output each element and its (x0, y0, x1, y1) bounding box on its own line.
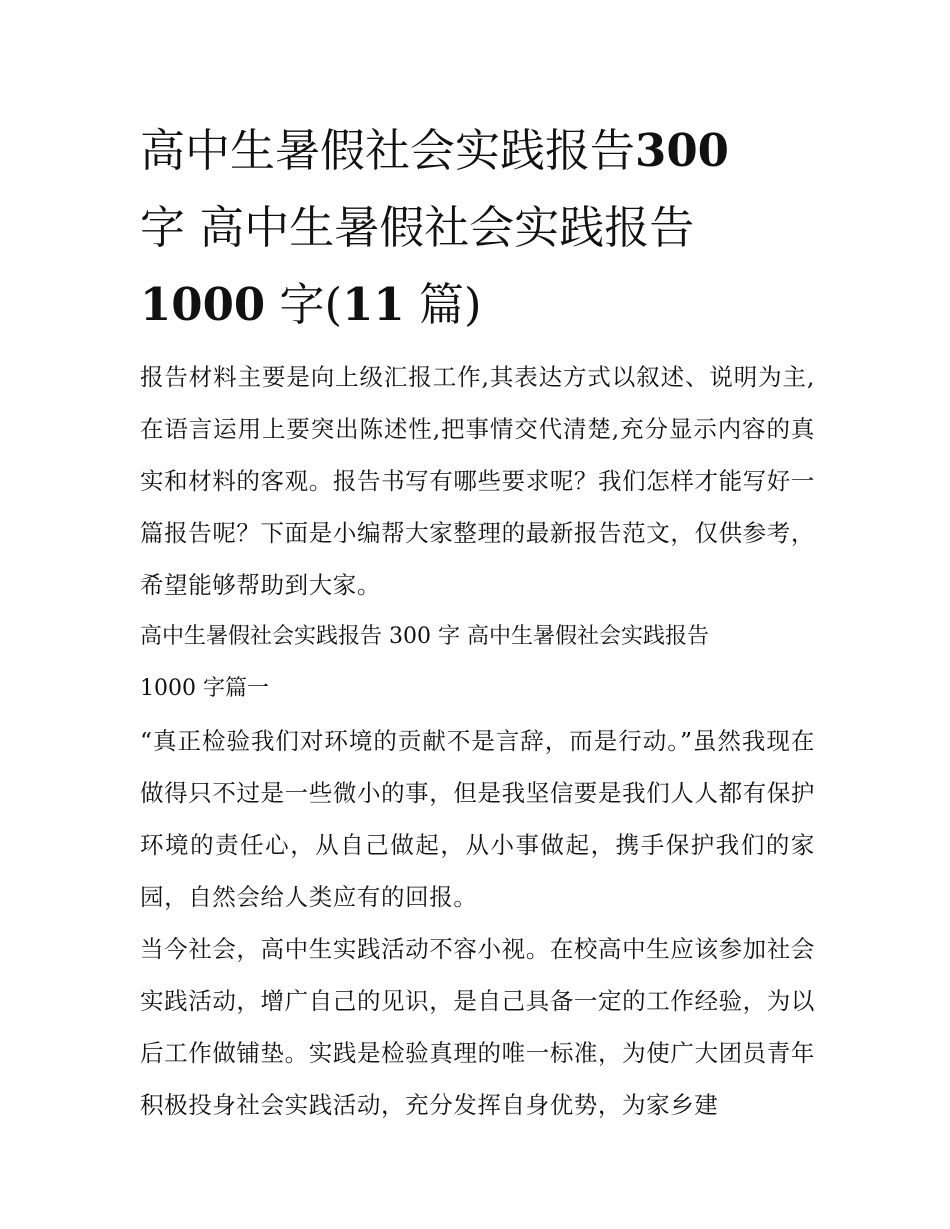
title-text-part: 高中生暑假社会实践报告 (140, 124, 636, 177)
body-paragraph-2: 当今社会，高中生实践活动不容小视。在校高中生应该参加社会实践活动，增广自己的见识，是自己具备一定的工作经验，为以后工作做铺垫。实践是检验真理的唯一标准，为使广大团员青年积极投身社会实践活动，充分发挥自身优势，为家乡建 (140, 935, 815, 1119)
title-text-part: 篇) (404, 278, 482, 331)
section-heading-line-1: 高中生暑假社会实践报告 300 字 高中生暑假社会实践报告 (140, 624, 709, 649)
body-paragraph-1: “真正检验我们对环境的贡献不是言辞，而是行动。”虽然我现在做得只不过是一些微小的事，但是我坚信要是我们人人都有保护环境的责任心，从自己做起，从小事做起，携手保护我们的家园，自然会给人类应有的回报。 (140, 727, 815, 911)
title-text-part: 字( (265, 278, 343, 331)
document-title (140, 112, 815, 343)
title-number-1000: 1000 (140, 278, 266, 331)
intro-paragraph: 报告材料主要是向上级汇报工作,其表达方式以叙述、说明为主,在语言运用上要突出陈述性,把事情交代清楚,充分显示内容的真实和材料的客观。报告书写有哪些要求呢？我们怎样才能写好一篇报告呢？下面是小编帮大家整理的最新报告范文，仅供参考，希望能够帮助到大家。 (140, 363, 815, 599)
title-number-300: 300 (635, 124, 729, 177)
section-heading-line-2: 1000 字篇一 (140, 676, 269, 701)
title-number-11: 11 (342, 278, 405, 331)
title-text-part: 字 高中生暑假社会实践报告 (140, 201, 695, 254)
document-body (140, 112, 815, 1131)
